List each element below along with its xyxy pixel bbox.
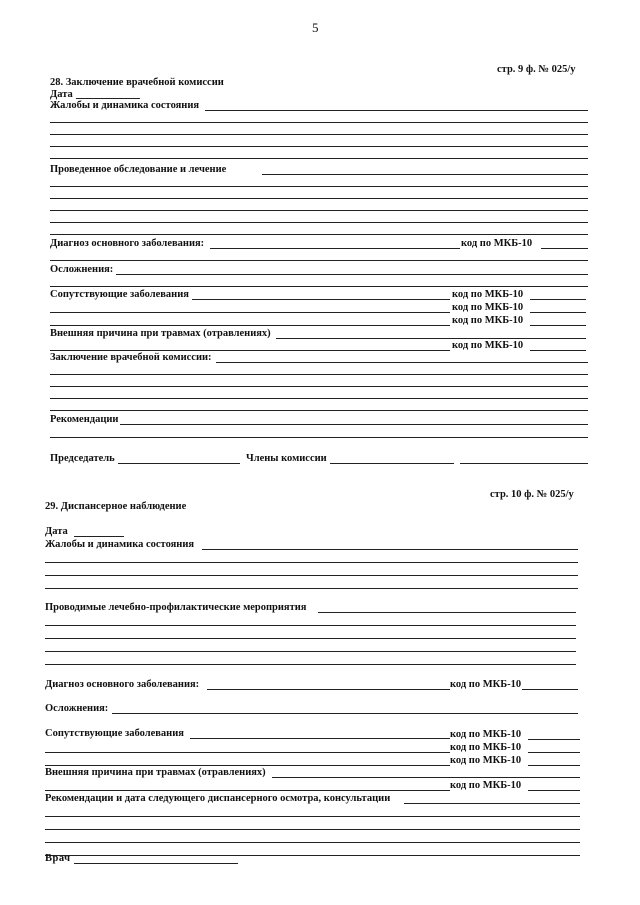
icd-field-29[interactable]	[528, 739, 580, 740]
complications-line-28[interactable]	[50, 286, 588, 287]
comorbid-line-28[interactable]	[50, 312, 450, 313]
chairman-label-28: Председатель	[50, 453, 115, 464]
icd-field-29[interactable]	[528, 765, 580, 766]
complaints-label-28: Жалобы и динамика состояния	[50, 100, 200, 111]
icd-field-28[interactable]	[530, 350, 586, 351]
comorbid-field-28[interactable]	[192, 299, 450, 300]
icd-label-28: код по МКБ-10	[452, 302, 524, 313]
conclusion-line-28[interactable]	[50, 410, 588, 411]
complications-field-29[interactable]	[112, 713, 578, 714]
icd-label-29: код по МКБ-10	[450, 755, 522, 766]
complications-field-28[interactable]	[116, 274, 588, 275]
external-cause-line-28[interactable]	[50, 350, 450, 351]
measures-field-29[interactable]	[318, 612, 576, 613]
diagnosis-line-28[interactable]	[50, 260, 588, 261]
complaints-label-29: Жалобы и динамика состояния	[45, 539, 195, 550]
section-29-title: 29. Диспансерное наблюдение	[45, 501, 187, 512]
diagnosis-field-28[interactable]	[210, 248, 460, 249]
member-signature-field[interactable]	[460, 463, 588, 464]
recommendations-label-28: Рекомендации	[50, 414, 119, 425]
measures-line-29[interactable]	[45, 638, 576, 639]
measures-line-29[interactable]	[45, 625, 576, 626]
icd-label-28: код по МКБ-10	[452, 315, 524, 326]
icd-label-28: код по МКБ-10	[461, 238, 533, 249]
external-cause-line-29[interactable]	[45, 790, 450, 791]
external-cause-field-28[interactable]	[276, 338, 586, 339]
diagnosis-label-29: Диагноз основного заболевания:	[45, 679, 200, 690]
recommendations-field-28[interactable]	[120, 424, 588, 425]
complaints-line-28[interactable]	[50, 122, 588, 123]
measures-line-29[interactable]	[45, 664, 576, 665]
conclusion-line-28[interactable]	[50, 386, 588, 387]
icd-field-29[interactable]	[522, 689, 578, 690]
recommendations-line-29[interactable]	[45, 855, 580, 856]
icd-field-28[interactable]	[530, 312, 586, 313]
member-signature-field[interactable]	[330, 463, 454, 464]
page-number: 5	[312, 20, 319, 35]
complaints-line-29[interactable]	[45, 562, 578, 563]
measures-line-29[interactable]	[45, 651, 576, 652]
recommendations-line-28[interactable]	[50, 437, 588, 438]
icd-label-29: код по МКБ-10	[450, 742, 522, 753]
complications-label-29: Осложнения:	[45, 703, 109, 714]
icd-label-29: код по МКБ-10	[450, 679, 522, 690]
recommendations-label-29: Рекомендации и дата следующего диспансерного осмотра, консультации	[45, 793, 391, 804]
comorbid-line-29[interactable]	[45, 765, 450, 766]
complaints-line-28[interactable]	[50, 134, 588, 135]
diagnosis-label-28: Диагноз основного заболевания:	[50, 238, 205, 249]
exam-field-28[interactable]	[262, 174, 588, 175]
icd-field-28[interactable]	[530, 299, 586, 300]
page-ref-29: стр. 10 ф. № 025/у	[490, 489, 574, 500]
complaints-line-28[interactable]	[50, 146, 588, 147]
chairman-signature-field[interactable]	[118, 463, 240, 464]
members-label-28: Члены комиссии	[246, 453, 327, 464]
conclusion-label-28: Заключение врачебной комиссии:	[50, 352, 212, 363]
measures-label-29: Проводимые лечебно-профилактические мероприятия	[45, 602, 307, 613]
diagnosis-field-29[interactable]	[207, 689, 450, 690]
external-cause-label-28: Внешняя причина при травмах (отравлениях)	[50, 328, 271, 339]
recommendations-line-29[interactable]	[45, 842, 580, 843]
doctor-label-29: Врач	[45, 853, 71, 864]
recommendations-line-29[interactable]	[45, 816, 580, 817]
exam-line-28[interactable]	[50, 222, 588, 223]
exam-line-28[interactable]	[50, 198, 588, 199]
comorbid-label-28: Сопутствующие заболевания	[50, 289, 189, 300]
complaints-line-28[interactable]	[50, 158, 588, 159]
complaints-field-29[interactable]	[202, 549, 578, 550]
date-field-29[interactable]	[74, 536, 124, 537]
date-field-28[interactable]	[76, 98, 140, 99]
icd-label-29: код по МКБ-10	[450, 780, 522, 791]
icd-label-28: код по МКБ-10	[452, 340, 524, 351]
exam-label-28: Проведенное обследование и лечение	[50, 164, 227, 175]
icd-field-29[interactable]	[528, 790, 580, 791]
conclusion-line-28[interactable]	[50, 398, 588, 399]
conclusion-field-28[interactable]	[216, 362, 588, 363]
icd-field-29[interactable]	[528, 752, 580, 753]
date-label-29: Дата	[45, 526, 68, 537]
comorbid-line-29[interactable]	[45, 752, 450, 753]
icd-label-28: код по МКБ-10	[452, 289, 524, 300]
icd-label-29: код по МКБ-10	[450, 729, 522, 740]
complications-label-28: Осложнения:	[50, 264, 114, 275]
doctor-signature-field[interactable]	[74, 863, 238, 864]
complaints-field-28[interactable]	[205, 110, 588, 111]
complaints-line-29[interactable]	[45, 588, 578, 589]
recommendations-line-29[interactable]	[45, 829, 580, 830]
complaints-line-29[interactable]	[45, 575, 578, 576]
conclusion-line-28[interactable]	[50, 374, 588, 375]
icd-field-28[interactable]	[530, 325, 586, 326]
date-label-28: Дата	[50, 89, 73, 100]
icd-field-28[interactable]	[541, 248, 588, 249]
external-cause-label-29: Внешняя причина при травмах (отравлениях)	[45, 767, 266, 778]
exam-line-28[interactable]	[50, 186, 588, 187]
exam-line-28[interactable]	[50, 210, 588, 211]
comorbid-field-29[interactable]	[190, 738, 450, 739]
external-cause-field-29[interactable]	[272, 777, 580, 778]
recommendations-field-29[interactable]	[404, 803, 580, 804]
page-ref-28: стр. 9 ф. № 025/у	[497, 64, 576, 75]
section-28-title: 28. Заключение врачебной комиссии	[50, 77, 224, 88]
comorbid-label-29: Сопутствующие заболевания	[45, 728, 184, 739]
exam-line-28[interactable]	[50, 234, 588, 235]
comorbid-line-28[interactable]	[50, 325, 450, 326]
